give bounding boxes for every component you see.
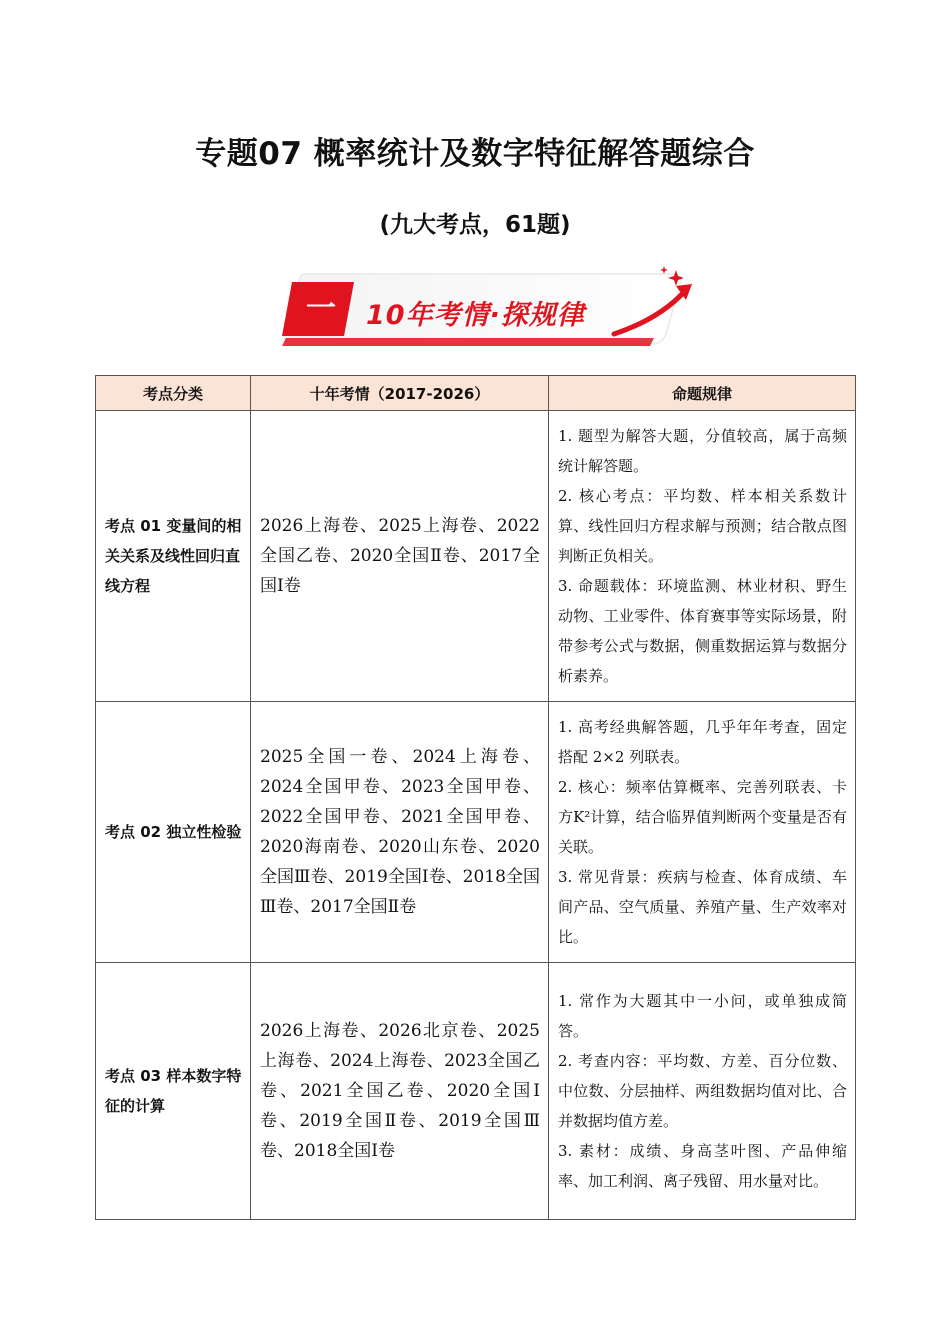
section-banner: [274, 264, 704, 354]
column-header-category: 考点分类: [96, 376, 251, 411]
rule-item: 2. 考查内容：平均数、方差、百分位数、中位数、分层抽样、两组数据均值对比、合并数据均值方差。: [558, 1052, 847, 1130]
rule-item: 1. 题型为解答大题，分值较高，属于高频统计解答题。: [558, 427, 847, 475]
banner-number: 一: [306, 291, 336, 326]
category-cell: 考点 03 样本数字特征的计算: [96, 963, 251, 1220]
page-title: 专题07 概率统计及数字特征解答题综合: [195, 136, 755, 172]
rules-cell: [549, 963, 856, 1220]
banner-text: 10年考情·探规律: [366, 300, 585, 331]
exam-analysis-table: [95, 375, 856, 1220]
category-cell: 考点 02 独立性检验: [96, 702, 251, 963]
rule-item: 1. 常作为大题其中一小问，或单独成简答。: [558, 992, 847, 1040]
years-cell: 2026上海卷、2025上海卷、2022全国乙卷、2020全国Ⅱ卷、2017全国Ⅰ卷: [251, 411, 549, 702]
table-row: [96, 411, 856, 702]
table-header-row: [96, 376, 856, 411]
years-cell: 2025全国一卷、2024上海卷、2024全国甲卷、2023全国甲卷、2022全国甲卷、2021全国甲卷、2020海南卷、2020山东卷、2020全国Ⅲ卷、2019全国Ⅰ卷、2018全国Ⅲ卷、2017全国Ⅱ卷: [251, 702, 549, 963]
rules-cell: [549, 411, 856, 702]
rule-item: 2. 核心：频率估算概率、完善列联表、卡方K²计算，结合临界值判断两个变量是否有关联。: [558, 778, 847, 856]
rules-cell: [549, 702, 856, 963]
rule-item: 3. 常见背景：疾病与检查、体育成绩、车间产品、空气质量、养殖产量、生产效率对比。: [558, 868, 847, 946]
column-header-years: 十年考情（2017-2026）: [251, 376, 549, 411]
column-header-rules: 命题规律: [549, 376, 856, 411]
years-cell: 2026上海卷、2026北京卷、2025上海卷、2024上海卷、2023全国乙卷、2021全国乙卷、2020全国Ⅰ卷、2019全国Ⅱ卷、2019全国Ⅲ卷、2018全国Ⅰ卷: [251, 963, 549, 1220]
table-row: [96, 963, 856, 1220]
page-subtitle: (九大考点，61题): [379, 212, 571, 238]
rule-item: 1. 高考经典解答题，几乎年年考查，固定搭配 2×2 列联表。: [558, 718, 847, 766]
table-row: [96, 702, 856, 963]
rule-item: 2. 核心考点：平均数、样本相关系数计算、线性回归方程求解与预测；结合散点图判断正负相关。: [558, 487, 847, 565]
rule-item: 3. 命题载体：环境监测、林业材积、野生动物、工业零件、体育赛事等实际场景，附带参考公式与数据，侧重数据运算与数据分析素养。: [558, 577, 847, 685]
category-cell: 考点 01 变量间的相关关系及线性回归直线方程: [96, 411, 251, 702]
rule-item: 3. 素材：成绩、身高茎叶图、产品伸缩率、加工利润、离子残留、用水量对比。: [558, 1142, 847, 1190]
